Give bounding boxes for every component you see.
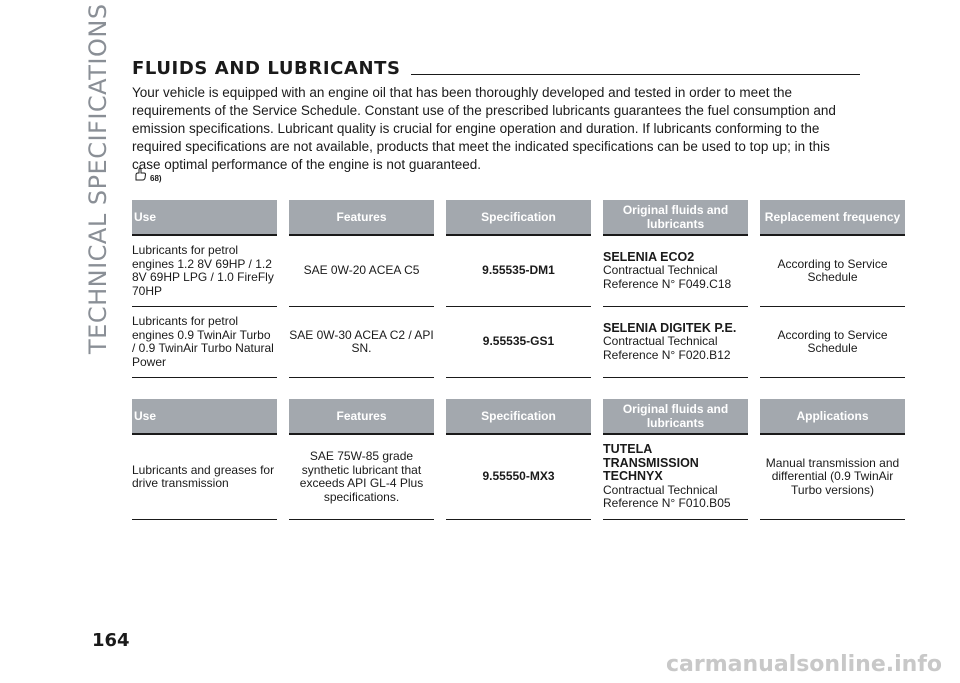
table-row <box>132 435 905 520</box>
header-use: Use <box>132 399 277 435</box>
header-applications: Applications <box>760 399 905 435</box>
cell-original-fluid <box>603 236 748 307</box>
fluid-reference: Contractual Technical Reference N° F049.C18 <box>603 263 732 291</box>
transmission-lubricant-table <box>120 399 917 520</box>
cell-specification: 9.55535-GS1 <box>446 307 591 378</box>
header-original-fluids: Original fluids and lubricants <box>603 399 748 435</box>
cell-frequency: According to Service Schedule <box>760 236 905 307</box>
cell-original-fluid <box>603 435 748 520</box>
cell-use: Lubricants for petrol engines 1.2 8V 69HP / 1.2 8V 69HP LPG / 1.0 FireFly 70HP <box>132 236 277 307</box>
site-watermark[interactable]: carmanualsonline.info <box>666 652 942 677</box>
fluid-name: SELENIA DIGITEK P.E. <box>603 320 737 335</box>
fluid-reference: Contractual Technical Reference N° F010.B05 <box>603 482 731 511</box>
header-use: Use <box>132 200 277 236</box>
intro-paragraph: Your vehicle is equipped with an engine oil that has been thoroughly developed and tested in order to meet the requirements of the Service Schedule. Constant use of the prescribed lubricants guarantees the fuel consumption and emission specifications. Lubricant quality is crucial for engine operation and duration. If lubricants conforming to the required specifications are not available, products that meet the indicated specifications can be used to top up; in this case optimal performance of the engine is not guaranteed. <box>132 85 836 172</box>
table-header-row <box>132 200 905 236</box>
fluid-name: TUTELA TRANSMISSION TECHNYX <box>603 442 699 484</box>
header-replacement-frequency: Replacement frequency <box>760 200 905 236</box>
cell-features: SAE 0W-30 ACEA C2 / API SN. <box>289 307 434 378</box>
cell-original-fluid <box>603 307 748 378</box>
cell-specification: 9.55550-MX3 <box>446 435 591 520</box>
header-specification: Specification <box>446 200 591 236</box>
cell-application: Manual transmission and differential (0.9 TwinAir Turbo versions) <box>760 435 905 520</box>
cell-features: SAE 75W-85 grade synthetic lubricant that exceeds API GL-4 Plus specifications. <box>289 435 434 520</box>
fluid-reference: Contractual Technical Reference N° F020.B12 <box>603 334 731 362</box>
chapter-side-title: TECHNICAL SPECIFICATIONS <box>84 3 112 354</box>
page-number: 164 <box>92 630 130 651</box>
warning-hand-icon <box>134 168 147 181</box>
section-title <box>132 58 411 79</box>
cell-features: SAE 0W-20 ACEA C5 <box>289 236 434 307</box>
warning-note <box>134 168 162 183</box>
note-reference: 68) <box>150 174 162 183</box>
header-specification: Specification <box>446 399 591 435</box>
fluid-name: SELENIA ECO2 <box>603 249 695 264</box>
header-features: Features <box>289 399 434 435</box>
header-original-fluids: Original fluids and lubricants <box>603 200 748 236</box>
cell-frequency: According to Service Schedule <box>760 307 905 378</box>
cell-use: Lubricants and greases for drive transmission <box>132 435 277 520</box>
engine-oil-table <box>120 200 917 378</box>
table-header-row <box>132 399 905 435</box>
section-title-text: FLUIDS AND LUBRICANTS <box>132 58 411 79</box>
table-row <box>132 307 905 378</box>
cell-specification: 9.55535-DM1 <box>446 236 591 307</box>
table-row <box>132 236 905 307</box>
header-features: Features <box>289 200 434 236</box>
cell-use: Lubricants for petrol engines 0.9 TwinAir Turbo / 0.9 TwinAir Turbo Natural Power <box>132 307 277 378</box>
